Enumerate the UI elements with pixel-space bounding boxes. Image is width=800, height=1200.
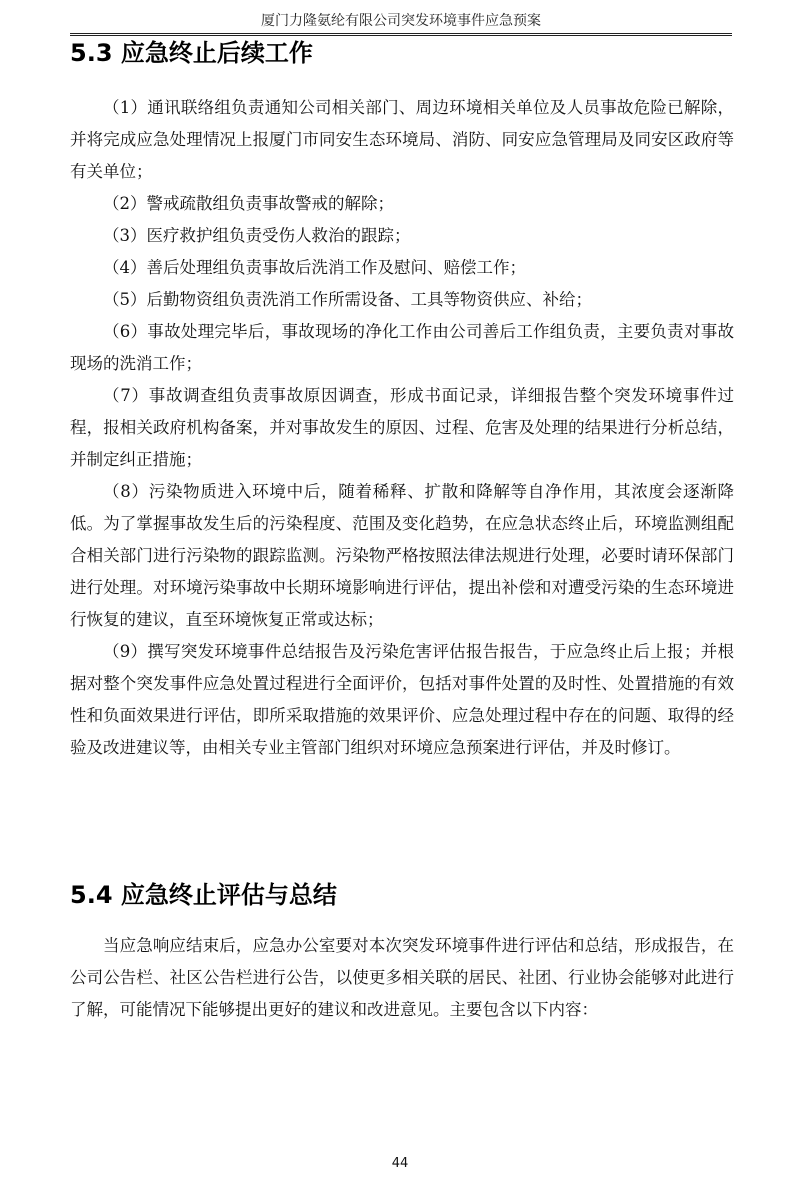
section-heading-5-3: 5.3 应急终止后续工作 [70, 39, 313, 67]
paragraph-item-6: （6）事故处理完毕后，事故现场的净化工作由公司善后工作组负责，主要负责对事故现场的洗消工作； [70, 322, 734, 373]
section-body-5-4 [70, 930, 734, 1026]
paragraph-intro: 当应急响应结束后，应急办公室要对本次突发环境事件进行评估和总结，形成报告，在公司公告栏、社区公告栏进行公告，以使更多相关联的居民、社团、行业协会能够对此进行了解，可能情况下能够提出更好的建议和改进意见。主要包含以下内容： [70, 936, 734, 1019]
paragraph-item-8: （8）污染物质进入环境中后，随着稀释、扩散和降解等自净作用，其浓度会逐渐降低。为了掌握事故发生后的污染程度、范围及变化趋势，在应急状态终止后，环境监测组配合相关部门进行污染物的跟踪监测。污染物严格按照法律法规进行处理，必要时请环保部门进行处理。对环境污染事故中长期环境影响进行评估，提出补偿和对遭受污染的生态环境进行恢复的建议，直至环境恢复正常或达标； [70, 482, 734, 629]
paragraph-item-3: （3）医疗救护组负责受伤人救治的跟踪； [103, 226, 411, 245]
section-heading-5-4: 5.4 应急终止评估与总结 [70, 881, 337, 909]
paragraph-item-1: （1）通讯联络组负责通知公司相关部门、周边环境相关单位及人员事故危险已解除，并将完成应急处理情况上报厦门市同安生态环境局、消防、同安应急管理局及同安区政府等有关单位； [70, 98, 734, 181]
paragraph-item-4: （4）善后处理组负责事故后洗消工作及慰问、赔偿工作； [103, 258, 526, 277]
running-header: 厦门力隆氨纶有限公司突发环境事件应急预案 [261, 13, 541, 29]
header-rule [70, 33, 732, 34]
page-number: 44 [391, 1156, 409, 1171]
section-body-5-3 [70, 92, 734, 764]
paragraph-item-2: （2）警戒疏散组负责事故警戒的解除； [103, 194, 394, 213]
paragraph-item-9: （9）撰写突发环境事件总结报告及污染危害评估报告报告，于应急终止后上报；并根据对整个突发事件应急处置过程进行全面评价，包括对事件处置的及时性、处置措施的有效性和负面效果进行评估，即所采取措施的效果评价、应急处理过程中存在的问题、取得的经验及改进建议等，由相关专业主管部门组织对环境应急预案进行评估，并及时修订。 [70, 642, 734, 757]
header-rule-secondary [70, 35, 732, 36]
paragraph-item-7: （7）事故调查组负责事故原因调查，形成书面记录，详细报告整个突发环境事件过程，报相关政府机构备案，并对事故发生的原因、过程、危害及处理的结果进行分析总结，并制定纠正措施； [70, 386, 734, 469]
paragraph-item-5: （5）后勤物资组负责洗消工作所需设备、工具等物资供应、补给； [103, 290, 592, 309]
